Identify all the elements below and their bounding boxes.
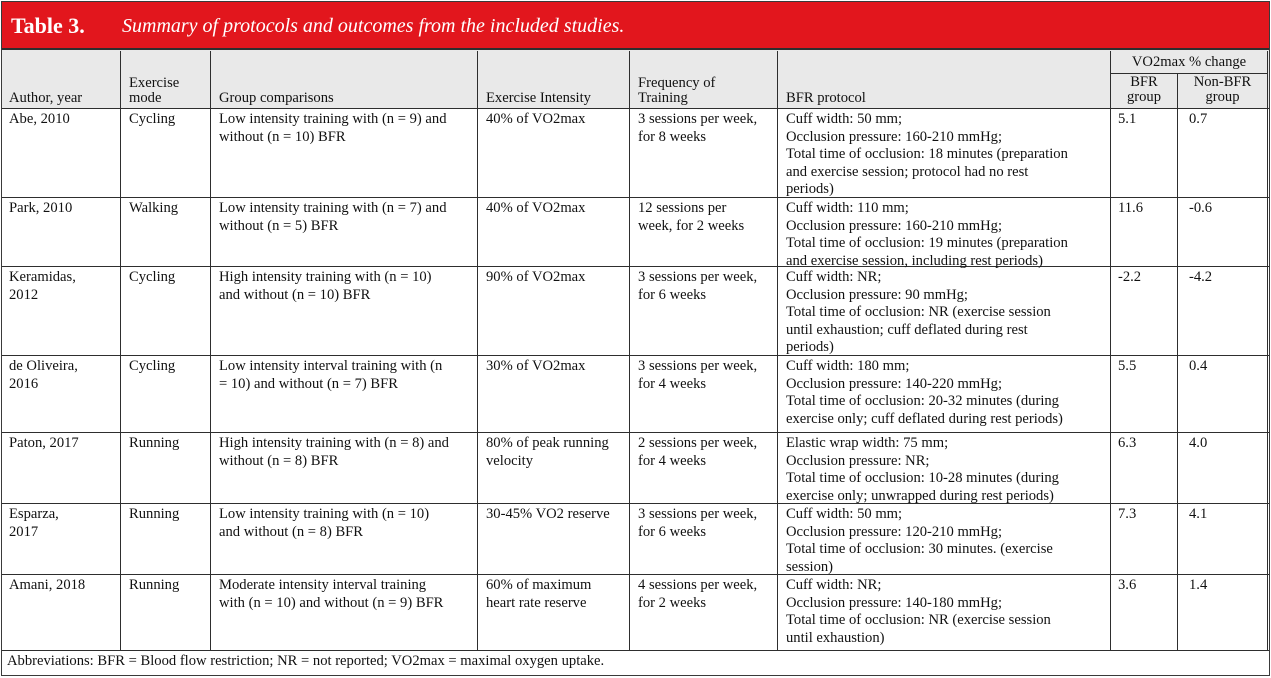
header-rule: [2, 108, 1269, 109]
cell-protocol: periods): [786, 339, 834, 355]
row-rule: [2, 197, 1269, 198]
cell-frequency: 4 sessions per week,: [638, 577, 758, 593]
cell-group: = 10) and without (n = 7) BFR: [219, 375, 399, 392]
cell-protocol: Cuff width: 110 mm;: [786, 200, 909, 216]
cell-intensity: velocity: [486, 452, 534, 469]
cell-mode: Cycling: [129, 358, 176, 374]
cell-author: Park, 2010: [9, 200, 73, 216]
cell-bfr: 11.6: [1118, 200, 1143, 216]
column-header-nonbfr: group: [1205, 89, 1240, 105]
cell-protocol: and exercise session; protocol had no rest: [786, 163, 1029, 180]
cell-group: and without (n = 8) BFR: [219, 523, 364, 540]
column-rule: [477, 51, 478, 650]
cell-protocol: and exercise session, including rest periods): [786, 252, 1043, 269]
cell-frequency: 3 sessions per week,: [638, 269, 758, 285]
cell-protocol: Total time of occlusion: 20-32 minutes (during: [786, 393, 1059, 409]
cell-bfr: 6.3: [1118, 435, 1137, 451]
cell-protocol: until exhaustion): [786, 629, 885, 646]
cell-protocol: Cuff width: 50 mm;: [786, 111, 903, 127]
cell-group: without (n = 10) BFR: [219, 128, 346, 145]
cell-author: de Oliveira,: [9, 358, 78, 374]
column-header-nonbfr: Non-BFR: [1193, 74, 1252, 90]
title-rule: [2, 48, 1269, 50]
cell-protocol: Elastic wrap width: 75 mm;: [786, 435, 949, 451]
row-rule: [2, 432, 1269, 433]
table-title-bar: [2, 2, 1269, 48]
column-header-protocol: BFR protocol: [786, 90, 866, 106]
column-rule: [1110, 51, 1111, 650]
cell-protocol: Cuff width: NR;: [786, 269, 882, 285]
cell-group: without (n = 5) BFR: [219, 217, 339, 234]
cell-frequency: for 6 weeks: [638, 286, 707, 303]
cell-protocol: Occlusion pressure: 140-220 mmHg;: [786, 375, 1003, 392]
column-header-frequency: Frequency of: [638, 75, 716, 91]
cell-intensity: 40% of VO2max: [486, 200, 586, 216]
cell-frequency: 12 sessions per: [638, 200, 727, 216]
cell-intensity: 80% of peak running: [486, 435, 609, 451]
cell-bfr: 5.1: [1118, 111, 1137, 127]
cell-protocol: Cuff width: 50 mm;: [786, 506, 903, 522]
cell-frequency: for 4 weeks: [638, 375, 707, 392]
cell-protocol: Total time of occlusion: 18 minutes (preparation: [786, 146, 1068, 162]
cell-nonbfr: 4.1: [1189, 506, 1208, 522]
cell-protocol: until exhaustion; cuff deflated during rest: [786, 321, 1028, 338]
cell-mode: Running: [129, 506, 180, 522]
cell-intensity: 30% of VO2max: [486, 358, 586, 374]
cell-group: Low intensity training with (n = 9) and: [219, 111, 447, 127]
cell-group: with (n = 10) and without (n = 9) BFR: [219, 594, 444, 611]
column-rule: [210, 51, 211, 650]
cell-frequency: 3 sessions per week,: [638, 358, 758, 374]
column-rule: [1267, 51, 1268, 650]
cell-protocol: Occlusion pressure: NR;: [786, 452, 930, 469]
cell-protocol: session): [786, 558, 834, 575]
cell-protocol: Total time of occlusion: 30 minutes. (exercise: [786, 541, 1053, 557]
cell-intensity: 40% of VO2max: [486, 111, 586, 127]
cell-mode: Cycling: [129, 111, 176, 127]
cell-frequency: for 8 weeks: [638, 128, 707, 145]
cell-author: 2017: [9, 523, 39, 540]
column-header-intensity: Exercise Intensity: [486, 90, 591, 106]
cell-bfr: -2.2: [1118, 269, 1142, 285]
cell-group: and without (n = 10) BFR: [219, 286, 371, 303]
row-rule: [2, 355, 1269, 356]
cell-group: Low intensity training with (n = 7) and: [219, 200, 447, 216]
cell-protocol: exercise only; cuff deflated during rest periods): [786, 410, 1063, 427]
column-header-bfr: BFR: [1130, 74, 1158, 90]
cell-author: Esparza,: [9, 506, 59, 522]
cell-author: Abe, 2010: [9, 111, 70, 127]
table-number: Table 3.: [11, 13, 85, 38]
cell-protocol: Cuff width: NR;: [786, 577, 882, 593]
cell-bfr: 3.6: [1118, 577, 1137, 593]
cell-frequency: 3 sessions per week,: [638, 506, 758, 522]
column-header-mode: Exercise: [129, 75, 180, 91]
cell-protocol: Occlusion pressure: 90 mmHg;: [786, 286, 968, 303]
cell-nonbfr: 0.4: [1189, 358, 1208, 374]
cell-mode: Cycling: [129, 269, 176, 285]
row-rule: [2, 266, 1269, 267]
column-rule: [1177, 73, 1178, 650]
column-rule: [629, 51, 630, 650]
table-footnote: Abbreviations: BFR = Blood flow restriction; NR = not reported; VO2max = maximal oxygen uptake.: [7, 653, 605, 669]
cell-mode: Running: [129, 435, 180, 451]
cell-protocol: Total time of occlusion: NR (exercise session: [786, 304, 1051, 320]
cell-intensity: 90% of VO2max: [486, 269, 586, 285]
cell-nonbfr: -4.2: [1189, 269, 1213, 285]
cell-group: High intensity training with (n = 8) and: [219, 435, 449, 451]
table-bottom-rule: [2, 650, 1269, 651]
table-figure: [1, 1, 1270, 676]
cell-group: without (n = 8) BFR: [219, 452, 339, 469]
cell-frequency: for 6 weeks: [638, 523, 707, 540]
cell-protocol: Occlusion pressure: 160-210 mmHg;: [786, 217, 1003, 234]
cell-protocol: Total time of occlusion: NR (exercise session: [786, 612, 1051, 628]
cell-protocol: Occlusion pressure: 120-210 mmHg;: [786, 523, 1003, 540]
column-header-group: Group comparisons: [219, 90, 334, 106]
cell-frequency: for 2 weeks: [638, 594, 707, 611]
cell-nonbfr: 1.4: [1189, 577, 1208, 593]
row-rule: [2, 503, 1269, 504]
cell-frequency: 3 sessions per week,: [638, 111, 758, 127]
cell-protocol: Cuff width: 180 mm;: [786, 358, 910, 374]
cell-bfr: 5.5: [1118, 358, 1137, 374]
cell-nonbfr: 4.0: [1189, 435, 1208, 451]
cell-mode: Walking: [129, 200, 179, 216]
cell-intensity: 30-45% VO2 reserve: [486, 506, 610, 522]
cell-protocol: Total time of occlusion: 10-28 minutes (during: [786, 470, 1059, 486]
cell-protocol: Total time of occlusion: 19 minutes (preparation: [786, 235, 1068, 251]
cell-author: Amani, 2018: [9, 577, 86, 593]
cell-protocol: periods): [786, 181, 834, 197]
cell-protocol: Occlusion pressure: 140-180 mmHg;: [786, 594, 1003, 611]
cell-group: Moderate intensity interval training: [219, 577, 427, 593]
cell-intensity: 60% of maximum: [486, 577, 592, 593]
column-header-mode: mode: [129, 90, 162, 106]
cell-protocol: Occlusion pressure: 160-210 mmHg;: [786, 128, 1003, 145]
cell-bfr: 7.3: [1118, 506, 1137, 522]
cell-author: Paton, 2017: [9, 435, 79, 451]
column-header-bfr: group: [1126, 89, 1162, 105]
column-rule: [120, 51, 121, 650]
cell-author: 2012: [9, 286, 39, 303]
cell-group: Low intensity training with (n = 10): [219, 506, 430, 522]
cell-group: High intensity training with (n = 10): [219, 269, 432, 285]
cell-nonbfr: -0.6: [1189, 200, 1213, 216]
table-caption: Summary of protocols and outcomes from the included studies.: [122, 15, 625, 37]
cell-mode: Running: [129, 577, 180, 593]
vo2max-group-header: VO2max % change: [1131, 54, 1247, 70]
cell-protocol: exercise only; unwrapped during rest periods): [786, 487, 1054, 504]
cell-frequency: for 4 weeks: [638, 452, 707, 469]
table-header-background: [2, 50, 1269, 108]
cell-frequency: 2 sessions per week,: [638, 435, 758, 451]
cell-author: 2016: [9, 375, 39, 392]
row-rule: [2, 574, 1269, 575]
cell-frequency: week, for 2 weeks: [638, 217, 745, 234]
column-header-frequency: Training: [638, 90, 688, 106]
column-header-author: Author, year: [9, 90, 83, 106]
cell-intensity: heart rate reserve: [486, 594, 587, 611]
cell-author: Keramidas,: [9, 269, 76, 285]
cell-nonbfr: 0.7: [1189, 111, 1208, 127]
cell-group: Low intensity interval training with (n: [219, 358, 443, 374]
column-rule: [777, 51, 778, 650]
